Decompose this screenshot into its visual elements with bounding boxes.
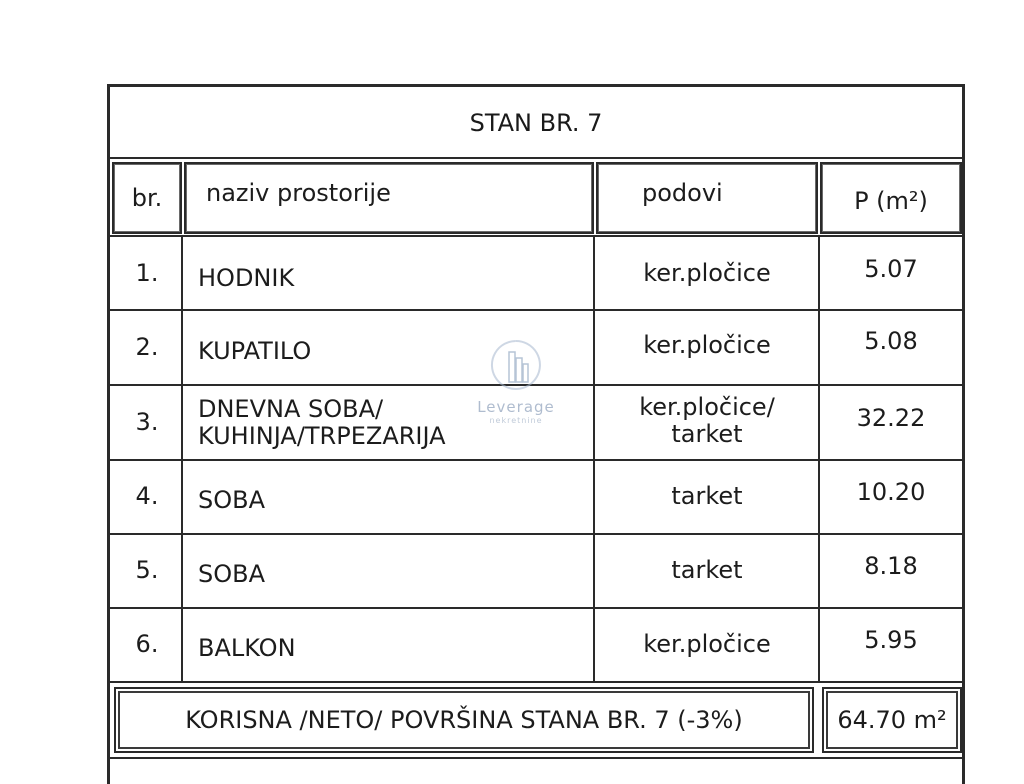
floor-type: ker.pločice/ tarket — [639, 392, 775, 448]
room-area: 5.08 — [864, 327, 918, 356]
total-label: KORISNA /NETO/ POVRŠINA STANA BR. 7 (-3%) — [185, 705, 743, 734]
room-area: 10.20 — [856, 477, 926, 506]
floor-type: ker.pločice — [643, 331, 771, 360]
header-name: naziv prostorije — [206, 178, 391, 207]
watermark-name: Leverage — [477, 398, 555, 416]
total-value: 64.70 m² — [837, 705, 947, 734]
row-number: 2. — [135, 333, 159, 362]
room-area: 8.18 — [864, 551, 918, 580]
table-title: STAN BR. 7 — [469, 109, 603, 137]
divider — [110, 157, 962, 159]
header-area: P (m²) — [854, 186, 928, 215]
room-area: 5.07 — [864, 254, 918, 283]
room-area-table — [107, 84, 965, 784]
room-name: SOBA — [198, 559, 266, 588]
floor-type: ker.pločice — [643, 258, 771, 287]
floor-type: tarket — [671, 555, 743, 584]
room-name: HODNIK — [198, 263, 295, 292]
watermark-subtitle: nekretnine — [489, 416, 543, 425]
header-num: br. — [131, 183, 163, 212]
room-name: SOBA — [198, 485, 266, 514]
floor-type: tarket — [671, 481, 743, 510]
floor-type: ker.pločice — [643, 629, 771, 658]
row-number: 1. — [135, 258, 159, 287]
room-area: 32.22 — [856, 404, 926, 433]
room-name: DNEVNA SOBA/ KUHINJA/TRPEZARIJA — [198, 394, 446, 450]
row-number: 3. — [135, 408, 159, 437]
row-number: 6. — [135, 629, 159, 658]
row-number: 5. — [135, 555, 159, 584]
header-floor: podovi — [642, 178, 723, 207]
room-name: KUPATILO — [198, 337, 312, 366]
row-number: 4. — [135, 481, 159, 510]
room-area: 5.95 — [864, 625, 918, 654]
room-name: BALKON — [198, 633, 296, 662]
